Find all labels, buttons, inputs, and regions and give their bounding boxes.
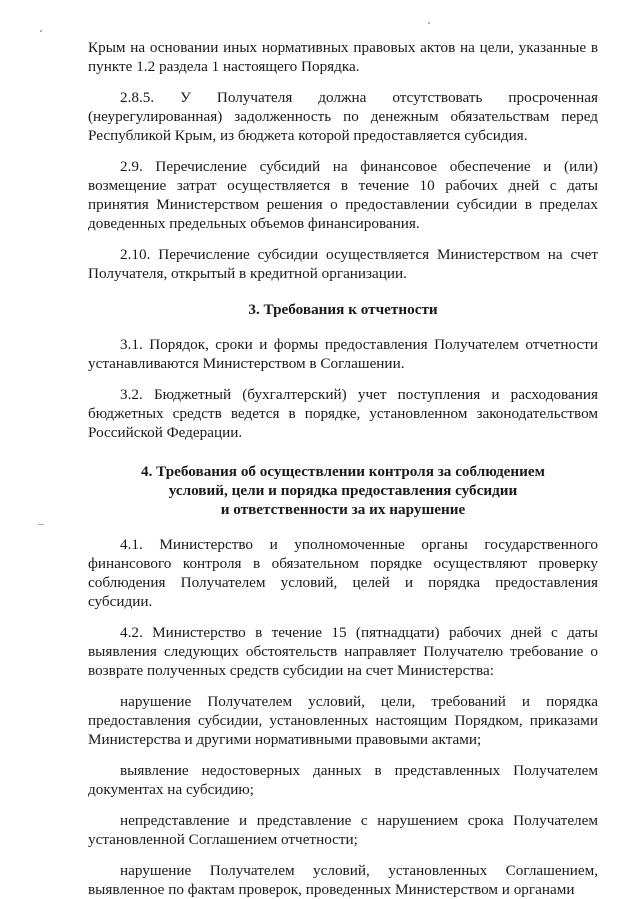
paragraph-4-2: 4.2. Министерство в течение 15 (пятнадцати) рабочих дней с даты выявления следующих обстоятельств направляет Получателю требование о возврате полученных средств субсидии на счет Министерства: <box>88 624 598 679</box>
section-4-heading-line: условий, цели и порядка предоставления субсидии <box>168 482 518 499</box>
paragraph-continuation: Крым на основании иных нормативных правовых актов на цели, указанные в пункте 1.2 раздела 1 настоящего Порядка. <box>88 39 598 75</box>
list-item-reporting: непредставление и представление с нарушением срока Получателем установленной Соглашением отчетности; <box>88 812 598 848</box>
section-4-heading <box>88 462 598 519</box>
section-4-heading-line: и ответственности за их нарушение <box>220 501 466 518</box>
paragraph-2-8-5: 2.8.5. У Получателя должна отсутствовать просроченная (неурегулированная) задолженность по денежным обязательствам перед Республикой Крым, из бюджета которой предоставляется субсидия. <box>88 89 598 144</box>
scan-mark <box>38 524 44 525</box>
paragraph-3-2: 3.2. Бюджетный (бухгалтерский) учет поступления и расходования бюджетных средств ведется в порядке, установленном законодательством Российской Федерации. <box>88 386 598 441</box>
scan-speck <box>40 30 42 32</box>
section-4-heading-line: 4. Требования об осуществлении контроля за соблюдением <box>140 463 546 480</box>
scan-speck <box>428 22 430 24</box>
list-item-violation: нарушение Получателем условий, цели, требований и порядка предоставления субсидии, установленных настоящим Порядком, приказами Министерства и другими нормативными правовыми актами; <box>88 693 598 748</box>
list-item-agreement-violation: нарушение Получателем условий, установленных Соглашением, выявленное по фактам проверок, проведенных Министерством и органами <box>88 862 598 898</box>
paragraph-2-9: 2.9. Перечисление субсидий на финансовое обеспечение и (или) возмещение затрат осуществляется в течение 10 рабочих дней с даты принятия Министерством решения о предоставлении субсидии в пределах доведенных предельных объемов финансирования. <box>88 158 598 232</box>
list-item-false-data: выявление недостоверных данных в представленных Получателем документах на субсидию; <box>88 762 598 798</box>
document-body <box>88 38 598 899</box>
paragraph-3-1: 3.1. Порядок, сроки и формы предоставления Получателем отчетности устанавливаются Министерством в Соглашении. <box>88 336 598 372</box>
section-3-heading: 3. Требования к отчетности <box>248 301 438 318</box>
paragraph-4-1: 4.1. Министерство и уполномоченные органы государственного финансового контроля в обязательном порядке осуществляют проверку соблюдения Получателем условий, целей и порядка предоставления субсидии. <box>88 536 598 610</box>
paragraph-2-10: 2.10. Перечисление субсидии осуществляется Министерством на счет Получателя, открытый в кредитной организации. <box>88 246 598 282</box>
